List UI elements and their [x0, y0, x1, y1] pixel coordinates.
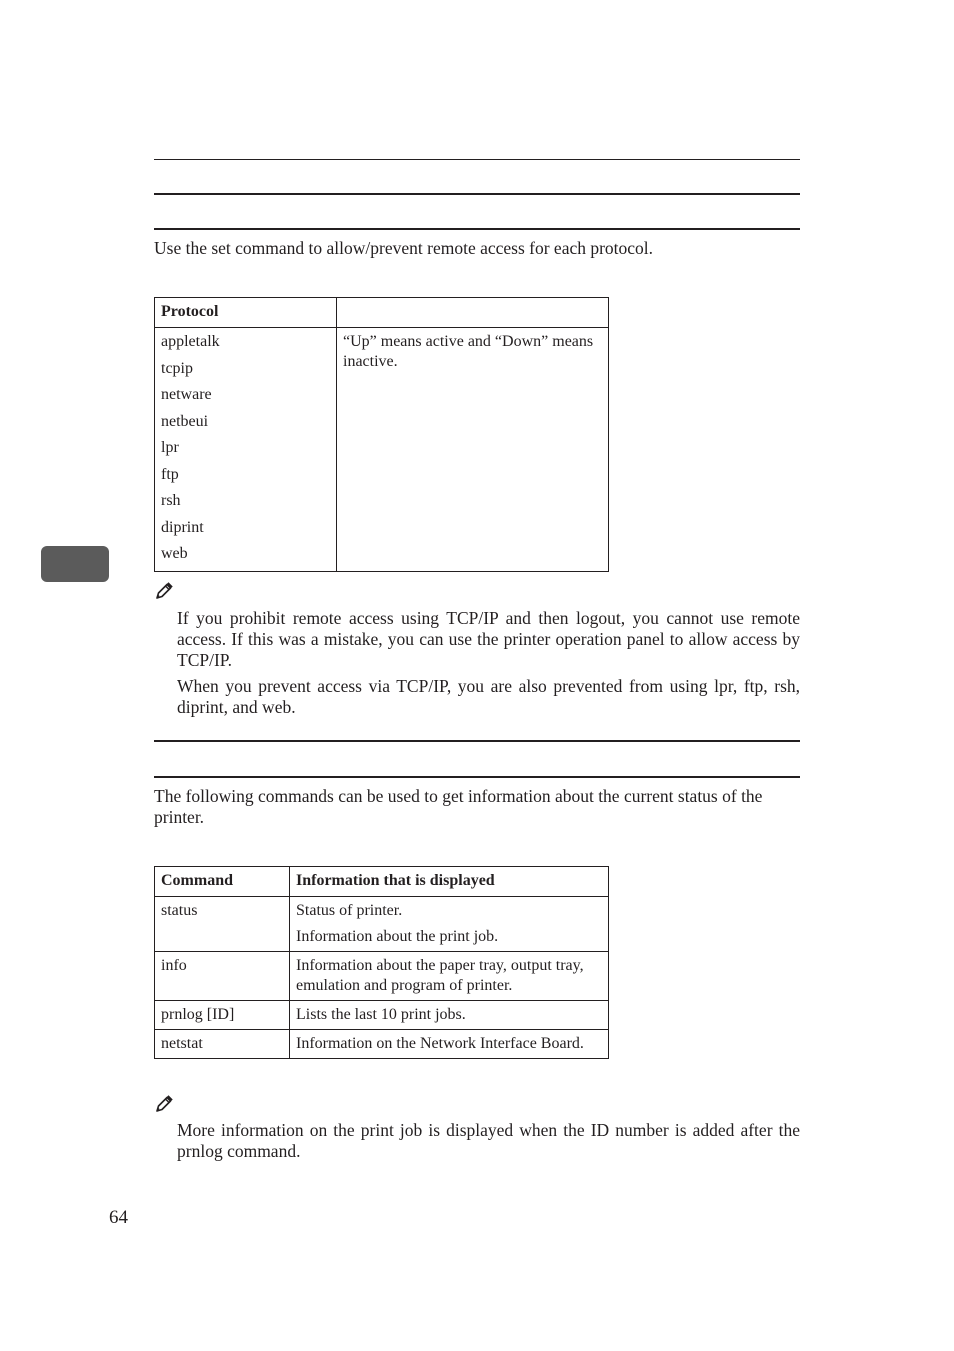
command-cell: info — [155, 952, 290, 1001]
pencil-note-icon — [154, 1095, 174, 1113]
list-item: web — [161, 545, 188, 562]
description-header — [337, 298, 609, 328]
section2-intro: The following commands can be used to get information about the current status of the printer. — [154, 786, 763, 827]
info-line: Information on the Network Interface Board. — [296, 1035, 584, 1052]
command-cell: prnlog [ID] — [155, 1001, 290, 1030]
protocol-description: “Up” means active and “Down” means inactive. — [337, 328, 609, 572]
section1-intro: Use the set command to allow/prevent remote access for each protocol. — [154, 238, 654, 258]
list-item: ftp — [161, 465, 179, 483]
note1-paragraph-2: When you prevent access via TCP/IP, you are also prevented from using lpr, ftp, rsh, diprint, and web. — [177, 676, 800, 717]
info-line: Information about the print job. — [296, 928, 499, 945]
info-cell — [290, 897, 609, 952]
note2-paragraph-1: More information on the print job is displayed when the ID number is added after the prnlog command. — [177, 1120, 800, 1161]
table-row — [155, 1001, 609, 1030]
info-line: Lists the last 10 print jobs. — [296, 1006, 466, 1023]
protocol-list — [155, 328, 337, 572]
protocol-header: Protocol — [155, 298, 337, 328]
list-item: appletalk — [161, 333, 220, 350]
table-row — [155, 1030, 609, 1059]
info-line: Status of printer. — [296, 902, 403, 919]
info-cell — [290, 1030, 609, 1059]
table-row — [155, 897, 609, 952]
command-cell: status — [155, 897, 290, 952]
list-item: netbeui — [161, 412, 209, 430]
info-line: Information about the paper tray, output tray, emulation and program of printer. — [296, 957, 584, 994]
info-cell — [290, 1001, 609, 1030]
list-item: netware — [161, 386, 212, 403]
table-header-row — [155, 298, 609, 328]
list-item: rsh — [161, 492, 181, 509]
section-rule-top — [154, 193, 800, 195]
header-rule — [154, 159, 800, 160]
list-item: diprint — [161, 518, 204, 536]
section2-rule-bottom — [154, 776, 800, 778]
chapter-tab-marker — [41, 546, 109, 582]
table-row — [155, 328, 609, 572]
note1-paragraph-1: If you prohibit remote access using TCP/IP and then logout, you cannot use remote access. If this was a mistake, you can use the printer operation panel to allow access by TCP/IP. — [177, 608, 800, 670]
page-number: 64 — [109, 1207, 128, 1228]
command-cell: netstat — [155, 1030, 290, 1059]
command-header: Command — [155, 867, 290, 897]
section-rule-bottom — [154, 228, 800, 230]
command-table — [154, 866, 609, 1059]
protocol-table — [154, 297, 609, 572]
info-cell — [290, 952, 609, 1001]
info-header: Information that is displayed — [290, 867, 609, 897]
list-item: tcpip — [161, 359, 193, 377]
table-row — [155, 952, 609, 1001]
list-item: lpr — [161, 439, 179, 456]
section2-rule-top — [154, 740, 800, 742]
table-header-row — [155, 867, 609, 897]
pencil-note-icon — [154, 582, 174, 600]
